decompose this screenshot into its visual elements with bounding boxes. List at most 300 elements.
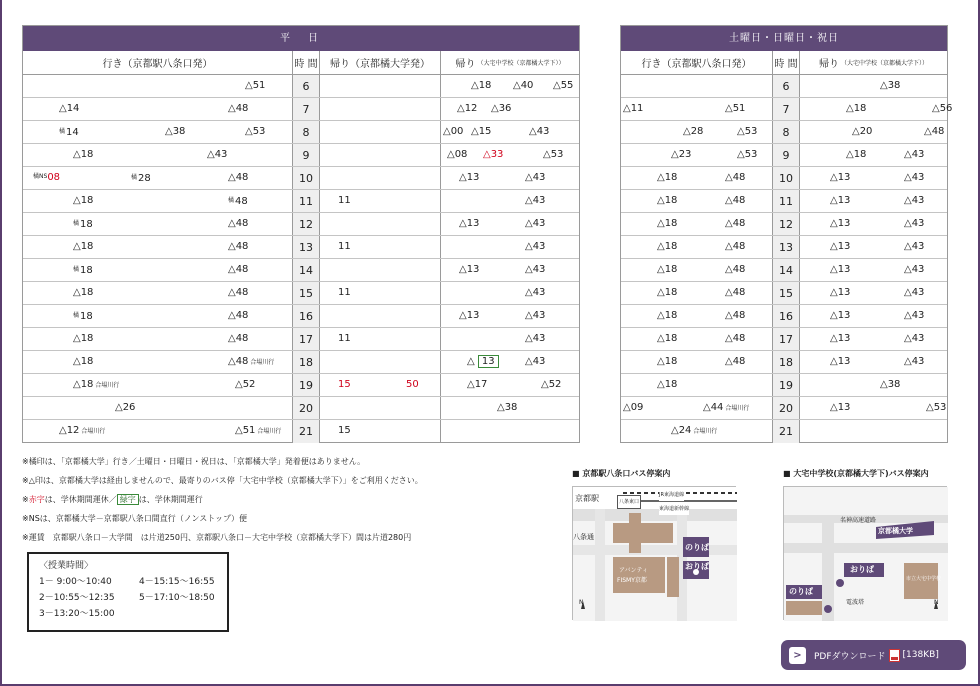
note-1: ※橘印は、「京都橘大学」行き／土曜日・日曜日・祝日は、「京都橘大学」発着便はありません。: [22, 457, 366, 466]
departure-time: [904, 356, 924, 368]
univ-departures: [320, 167, 441, 189]
minute-value: 11: [338, 287, 351, 298]
minute-value: △44: [703, 402, 724, 413]
departure-time: [904, 333, 924, 345]
departure-time: [525, 310, 545, 322]
minute-value: 15: [338, 425, 351, 436]
univ-departures: [320, 397, 441, 419]
minute-value: △48: [228, 264, 249, 275]
destination-note: 合場川行: [257, 428, 282, 435]
minute-value: △13: [830, 241, 851, 252]
kyoto-departures: [23, 305, 293, 327]
oyake-departures: [800, 144, 947, 166]
class-period-3: 3－13:20～15:00: [39, 609, 115, 619]
univ-departures: [320, 305, 441, 327]
note-3-mid: は、学休期間運休／: [44, 495, 117, 504]
univ-departures: [320, 121, 441, 143]
kyoto-departures: [621, 236, 773, 258]
departure-time: [623, 103, 643, 115]
minute-value: △18: [657, 172, 678, 183]
departure-time: [228, 333, 248, 345]
timetable-row: [621, 213, 947, 236]
minute-value: △48: [725, 195, 746, 206]
departure-time: [338, 287, 351, 299]
minute-value: △48: [228, 356, 249, 367]
minute-value: △26: [115, 402, 136, 413]
departure-time: [725, 195, 745, 207]
minute-value: △43: [525, 195, 546, 206]
map1-kyoto-station: [572, 486, 736, 620]
timetable-row: [23, 397, 579, 420]
oyake-departures: [800, 236, 947, 258]
map2-label-road: 名神高速道路: [840, 517, 877, 524]
minute-value: △18: [657, 195, 678, 206]
minute-value: △14: [59, 103, 80, 114]
oyake-departures: [441, 167, 579, 189]
departure-time: [33, 172, 60, 184]
departure-time: [338, 241, 351, 253]
col-kyoto-header: 行き（京都駅八条口発）: [23, 51, 293, 74]
hour-cell: 12: [293, 213, 320, 235]
minute-value: △13: [830, 264, 851, 275]
weekend-title: 土曜日・日曜日・祝日: [621, 26, 947, 51]
oyake-departures: [800, 259, 947, 281]
departure-time: [904, 241, 924, 253]
col-oyake-label: 帰り: [455, 59, 476, 70]
departure-time: [513, 80, 533, 92]
timetable-row: [621, 121, 947, 144]
departure-time: [904, 149, 924, 161]
tachibana-mark: 橘: [228, 197, 235, 204]
departure-time: [497, 402, 517, 414]
map1-label-hachijodori: 八条通: [573, 533, 594, 541]
kyoto-departures: [23, 328, 293, 350]
note-3-pre: ※: [22, 495, 29, 504]
timetable-row: [621, 420, 947, 443]
map1-label-noriba: のりば: [685, 543, 709, 552]
departure-time: [830, 287, 850, 299]
tachibana-mark: 橘: [73, 220, 80, 227]
oyake-departures: [800, 98, 953, 120]
oyake-departures: [800, 121, 947, 143]
minute-value: △48: [228, 333, 249, 344]
departure-time: [904, 264, 924, 276]
departure-time: [725, 264, 745, 276]
class-hours-box: [27, 552, 229, 632]
departure-time: [904, 310, 924, 322]
departure-time: [657, 287, 677, 299]
departure-time: [471, 126, 491, 138]
col-oyake-header-weekend: [800, 51, 947, 74]
departure-time: [529, 126, 549, 138]
minute-value: △15: [471, 126, 492, 137]
pdf-download-button[interactable]: [781, 640, 966, 670]
oyake-departures: [800, 167, 947, 189]
departure-time: [228, 287, 248, 299]
departure-time: [525, 172, 545, 184]
minute-value: △38: [165, 126, 186, 137]
timetable-row: [23, 420, 579, 443]
minute-value: 18: [80, 311, 93, 322]
kyoto-departures: [621, 190, 773, 212]
hour-cell: 16: [293, 305, 320, 327]
oyake-departures: [441, 236, 579, 258]
minute-value: △18: [73, 379, 94, 390]
kyoto-departures: [621, 75, 773, 97]
map2-label-oriba: おりば: [850, 565, 874, 574]
col-oyake-header: [441, 51, 579, 74]
hour-cell: 15: [773, 282, 800, 304]
oyake-departures: [800, 420, 947, 443]
hour-cell: 13: [293, 236, 320, 258]
minute-value: △18: [657, 287, 678, 298]
departure-time: [73, 195, 93, 207]
minute-value: △48: [725, 218, 746, 229]
minute-value: △18: [73, 241, 94, 252]
minute-value: △48: [924, 126, 945, 137]
univ-departures: [320, 328, 441, 350]
hour-cell: 15: [293, 282, 320, 304]
pdf-file-icon: [889, 649, 900, 662]
hour-cell: 8: [293, 121, 320, 143]
map2-label-tower: 電波塔: [846, 599, 865, 606]
triangle-mark: △: [467, 356, 478, 367]
hour-cell: 18: [293, 351, 320, 373]
departure-time: [207, 149, 227, 161]
departure-time: [228, 264, 248, 276]
timetable-row: [621, 351, 947, 374]
univ-departures: [320, 190, 441, 212]
departure-time: [457, 103, 477, 115]
departure-time: [737, 126, 757, 138]
map1-label-hachijo: 八条東口: [617, 495, 641, 509]
kyoto-departures: [621, 259, 773, 281]
kyoto-departures: [23, 213, 293, 235]
minute-value: 11: [338, 241, 351, 252]
minute-value: △18: [846, 103, 867, 114]
kyoto-departures: [23, 282, 293, 304]
oyake-departures: [441, 374, 579, 396]
minute-value: △18: [73, 333, 94, 344]
timetable-row: [621, 75, 947, 98]
timetable-row: [621, 374, 947, 397]
minute-value: △48: [228, 172, 249, 183]
departure-time: [830, 218, 850, 230]
departure-time: [471, 80, 491, 92]
hour-cell: 9: [293, 144, 320, 166]
departure-time: [725, 103, 745, 115]
minute-value: △18: [657, 241, 678, 252]
departure-time: [525, 195, 545, 207]
minute-value: 28: [138, 173, 151, 184]
minute-value: △28: [683, 126, 704, 137]
minute-value: △48: [228, 103, 249, 114]
oyake-departures: [800, 374, 947, 396]
tachibana-mark: 橘: [73, 266, 80, 273]
departure-time: [228, 241, 248, 253]
note-3-green: 緑字: [117, 494, 139, 505]
minute-value: △13: [830, 402, 851, 413]
departure-time: [443, 126, 463, 138]
note-3: [22, 490, 423, 509]
departure-time: [725, 172, 745, 184]
minute-value: △13: [830, 172, 851, 183]
departure-time: [725, 218, 745, 230]
class-hours-list: [39, 574, 217, 622]
minute-value: △43: [904, 218, 925, 229]
minute-value: △18: [657, 356, 678, 367]
oyake-departures: [800, 305, 947, 327]
departure-time: [73, 379, 119, 392]
departure-time: [525, 218, 545, 230]
univ-departures: [320, 374, 441, 396]
note-4: ※NSは、京都橘大学－京都駅八条口間直行（ノンストップ）便: [22, 514, 248, 523]
kyoto-departures: [23, 236, 293, 258]
minute-value: △48: [228, 241, 249, 252]
timetable-row: [23, 374, 579, 397]
departure-time: [525, 264, 545, 276]
hour-cell: 21: [773, 420, 800, 443]
departure-time: [725, 356, 745, 368]
departure-time: [73, 218, 93, 231]
oyake-departures: [441, 351, 579, 373]
minute-value: △18: [657, 310, 678, 321]
departure-time: [657, 195, 677, 207]
kyoto-departures: [23, 259, 293, 281]
departure-time: [483, 149, 503, 161]
timetable-row: [621, 282, 947, 305]
minute-value: 14: [66, 127, 79, 138]
hour-cell: 11: [293, 190, 320, 212]
departure-time: [73, 333, 93, 345]
kyoto-departures: [621, 213, 773, 235]
minute-value: △13: [830, 356, 851, 367]
departure-time: [852, 126, 872, 138]
departure-time: [447, 149, 467, 161]
departure-time: [235, 425, 281, 438]
departure-time: [59, 425, 105, 438]
timetable-row: [621, 397, 947, 420]
tachibana-mark: 橘: [131, 174, 138, 181]
hour-cell: 20: [773, 397, 800, 419]
oyake-departures: [800, 75, 947, 97]
minute-value: △13: [830, 310, 851, 321]
oyake-departures: [441, 121, 579, 143]
departure-time: [880, 379, 900, 391]
departure-time: [73, 287, 93, 299]
map1-label-jr: JR東海道線: [659, 489, 684, 501]
col-hour-header-weekend: 時 間: [773, 51, 800, 74]
col-hour-header: 時 間: [293, 51, 320, 74]
minute-value: △18: [657, 218, 678, 229]
destination-note: 合場川行: [725, 405, 750, 412]
oyake-departures: [441, 190, 579, 212]
departure-time: [926, 402, 946, 414]
timetable-row: [23, 167, 579, 190]
minute-value: △13: [459, 310, 480, 321]
minute-value: △09: [623, 402, 644, 413]
destination-note: 合場川行: [95, 382, 120, 389]
timetable-row: [621, 98, 953, 121]
minute-value: △12: [59, 425, 80, 436]
timetable-row: [23, 121, 579, 144]
hour-cell: 16: [773, 305, 800, 327]
oyake-departures: [441, 420, 579, 443]
destination-note: 合場川行: [693, 428, 718, 435]
departure-time: [73, 264, 93, 277]
minute-value: △18: [846, 149, 867, 160]
minute-value: △33: [483, 149, 504, 160]
minute-value: △56: [932, 103, 953, 114]
minute-value: △18: [657, 264, 678, 275]
tachibana-mark: 橘: [59, 128, 66, 135]
kyoto-departures: [23, 98, 293, 120]
arrow-right-icon: >: [789, 647, 806, 664]
univ-departures: [320, 259, 441, 281]
oyake-departures: [441, 213, 579, 235]
univ-departures: [320, 236, 441, 258]
hour-cell: 11: [773, 190, 800, 212]
kyoto-departures: [23, 374, 293, 396]
minute-value: △43: [525, 310, 546, 321]
departure-time: [338, 195, 351, 207]
class-period-2: 2－10:55～12:35: [39, 593, 115, 603]
timetable-row: [621, 190, 947, 213]
minute-value: 50: [406, 379, 419, 390]
timetable-row: [23, 236, 579, 259]
minute-value: △18: [73, 195, 94, 206]
kyoto-departures: [621, 328, 773, 350]
departure-time: [406, 379, 419, 391]
weekday-rows: [23, 75, 579, 443]
hour-cell: 20: [293, 397, 320, 419]
hour-cell: 18: [773, 351, 800, 373]
departure-time: [904, 172, 924, 184]
oyake-departures: [800, 213, 947, 235]
minute-value: △13: [459, 172, 480, 183]
hour-cell: 17: [293, 328, 320, 350]
departure-time: [553, 80, 573, 92]
departure-time: [830, 356, 850, 368]
minute-value: △18: [73, 149, 94, 160]
col-oyake-sub: （大宅中学校（京都橘大学下））: [477, 60, 565, 67]
kyoto-departures: [23, 121, 293, 143]
minute-value: △20: [852, 126, 873, 137]
departure-time: [904, 218, 924, 230]
minute-value: △51: [235, 425, 256, 436]
minute-value: △48: [725, 287, 746, 298]
timetable-row: [23, 213, 579, 236]
class-period-4: 4－15:15～16:55: [139, 577, 215, 587]
departure-time: [338, 379, 351, 391]
minute-value: △43: [525, 172, 546, 183]
departure-time: [541, 379, 561, 391]
departure-time: [467, 356, 499, 368]
minute-value: △48: [725, 333, 746, 344]
departure-time: [338, 425, 351, 437]
departure-time: [459, 218, 479, 230]
minute-value: △18: [73, 356, 94, 367]
minute-value: △48: [725, 356, 746, 367]
minute-value: △00: [443, 126, 464, 137]
kyoto-departures: [23, 420, 293, 443]
minute-value: △40: [513, 80, 534, 91]
departure-time: [737, 149, 757, 161]
departure-time: [725, 287, 745, 299]
minute-value: △23: [671, 149, 692, 160]
minute-value: △48: [228, 310, 249, 321]
minute-value: △52: [541, 379, 562, 390]
minute-value: △43: [904, 172, 925, 183]
tachibana-mark: 橘: [73, 312, 80, 319]
minute-value: △38: [880, 80, 901, 91]
hour-cell: 10: [293, 167, 320, 189]
destination-note: 合場川行: [81, 428, 106, 435]
minute-value: △12: [457, 103, 478, 114]
kyoto-departures: [621, 167, 773, 189]
departure-time: [59, 126, 79, 139]
departure-time: [228, 195, 248, 208]
minute-value: △48: [228, 218, 249, 229]
note-2: ※△印は、京都橘大学は経由しませんので、最寄りのバス停「大宅中学校（京都橘大学下）」をご利用ください。: [22, 476, 423, 485]
kyoto-departures: [621, 144, 773, 166]
map1-label-fismy: FISMY京都: [617, 577, 647, 584]
departure-time: [846, 103, 866, 115]
kyoto-departures: [621, 282, 773, 304]
hour-cell: 14: [293, 259, 320, 281]
departure-time: [904, 287, 924, 299]
minute-value: △13: [459, 264, 480, 275]
note-3-red: 赤字: [28, 495, 45, 504]
timetable-row: [621, 236, 947, 259]
departure-time: [830, 402, 850, 414]
minute-value: △48: [725, 172, 746, 183]
timetable-row: [621, 305, 947, 328]
departure-time: [525, 241, 545, 253]
timetable-row: [23, 144, 579, 167]
col-univ-header: 帰り（京都橘大学発）: [320, 51, 441, 74]
minute-value: △43: [525, 333, 546, 344]
kyoto-departures: [23, 351, 293, 373]
map1-label-north: N: [579, 599, 584, 606]
univ-departures: [320, 75, 441, 97]
minute-value: △53: [245, 126, 266, 137]
minute-value: 11: [338, 333, 351, 344]
minute-value: 08: [47, 172, 61, 183]
departure-time: [657, 310, 677, 322]
departure-time: [459, 310, 479, 322]
departure-time: [115, 402, 135, 414]
departure-time: [671, 425, 717, 438]
departure-time: [904, 195, 924, 207]
map2-label-north: N: [934, 599, 939, 606]
minute-value: △18: [73, 287, 94, 298]
minute-value: △13: [830, 287, 851, 298]
departure-time: [830, 310, 850, 322]
minute-value: 18: [80, 265, 93, 276]
timetable-row: [23, 98, 579, 121]
map1-label-oriba: おりば: [685, 562, 709, 571]
hour-cell: 17: [773, 328, 800, 350]
kyoto-departures: [23, 397, 293, 419]
map1-label-station: 京都駅: [575, 494, 599, 503]
class-hours-title: 〈授業時間〉: [39, 561, 94, 571]
departure-time: [725, 333, 745, 345]
kyoto-departures: [621, 121, 773, 143]
departure-time: [657, 264, 677, 276]
departure-time: [245, 80, 265, 92]
minute-value: △43: [207, 149, 228, 160]
